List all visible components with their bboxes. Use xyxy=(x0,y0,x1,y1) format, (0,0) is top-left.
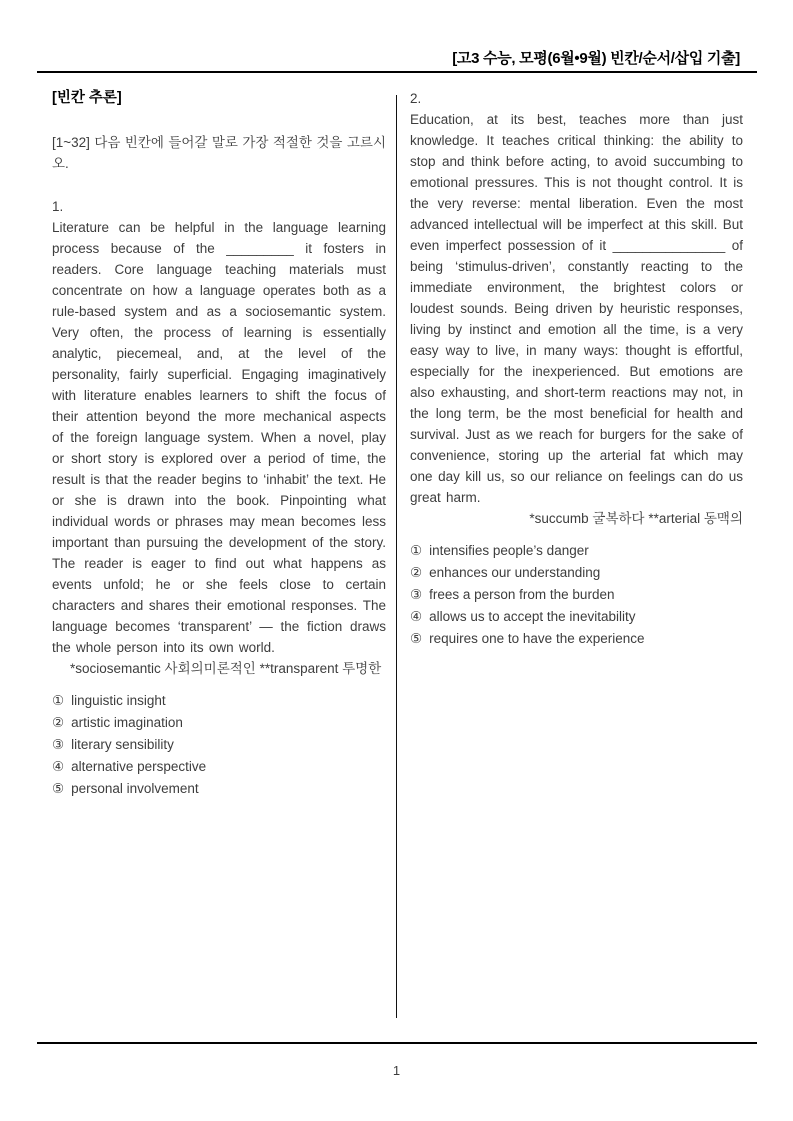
option-1 xyxy=(410,540,743,562)
option-1 xyxy=(52,690,386,712)
option-marker: ② xyxy=(52,715,65,730)
option-label: intensifies people’s danger xyxy=(429,543,589,558)
left-column xyxy=(52,88,386,800)
option-3 xyxy=(410,584,743,606)
option-3 xyxy=(52,734,386,756)
option-2 xyxy=(410,562,743,584)
option-label: alternative perspective xyxy=(71,759,207,774)
option-label: enhances our understanding xyxy=(429,565,601,580)
question-1-footnote: *sociosemantic 사회의미론적인 **transparent 투명한 xyxy=(70,661,382,676)
option-label: artistic imagination xyxy=(71,715,183,730)
option-label: linguistic insight xyxy=(71,693,166,708)
option-marker: ② xyxy=(410,565,423,580)
option-2 xyxy=(52,712,386,734)
column-divider xyxy=(396,95,397,1018)
option-label: frees a person from the burden xyxy=(429,587,615,602)
option-marker: ④ xyxy=(52,759,65,774)
option-marker: ③ xyxy=(410,587,423,602)
header-rule xyxy=(37,71,757,73)
option-marker: ① xyxy=(410,543,423,558)
option-4 xyxy=(410,606,743,628)
question-2-footnote: *succumb 굴복하다 **arterial 동맥의 xyxy=(529,511,743,526)
option-marker: ③ xyxy=(52,737,65,752)
option-label: allows us to accept the inevitability xyxy=(429,609,636,624)
question-2-options xyxy=(410,540,743,650)
question-2-passage: Education, at its best, teaches more than just knowledge. It teaches critical thinking: the ability to stop and think before acting, to avoid succumbing to emotional pressures. This is not thought control. It is the very reverse: mental liberation. Even the most advanced intellectual will be imperfect at this skill. But even imperfect possession of it _______________ of being ‘stimulus-driven’, constantly reacting to the immediate environment, the brightest colors or loudest sounds. Being driven by heuristic responses, living by instinct and emotion all the time, is a very easy way to live, in many ways: thought is effortful, especially for the inexperienced. But emotions are also exhausting, and short-term reactions may not, in the long term, be the most beneficial for health and survival. Just as we reach for burgers for the sake of convenience, storing up the arterial fat which may one day kill us, so our reliance on feelings can do us great harm. xyxy=(410,112,743,505)
option-marker: ⑤ xyxy=(52,781,65,796)
option-marker: ① xyxy=(52,693,65,708)
option-label: literary sensibility xyxy=(71,737,174,752)
option-marker: ⑤ xyxy=(410,631,423,646)
right-column xyxy=(410,88,743,650)
section-title: [빈칸 추론] xyxy=(52,90,122,106)
instructions-text: [1~32] 다음 빈칸에 들어갈 말로 가장 적절한 것을 고르시오. xyxy=(52,135,386,171)
option-4 xyxy=(52,756,386,778)
option-label: personal involvement xyxy=(71,781,199,796)
option-5 xyxy=(52,778,386,800)
header-title: [고3 수능, 모평(6월•9월) 빈칸/순서/삽입 기출] xyxy=(452,50,740,67)
page-number: 1 xyxy=(392,1063,401,1078)
option-marker: ④ xyxy=(410,609,423,624)
option-label: requires one to have the experience xyxy=(429,631,645,646)
option-5 xyxy=(410,628,743,650)
question-1-options xyxy=(52,690,386,800)
question-1-passage: Literature can be helpful in the language learning process because of the _________ it fosters in readers. Core language teaching materials must concentrate on how a language operates both as a rule-based system and as a sociosemantic system. Very often, the process of learning is essentially analytic, piecemeal, and, at the level of the personality, fairly superficial. Engaging imaginatively with literature enables learners to shift the focus of their attention beyond the more mechanical aspects of the foreign language system. When a novel, play or short story is explored over a period of time, the result is that the reader begins to ‘inhabit’ the text. He or she is drawn into the book. Pinpointing what individual words or phrases may mean becomes less important than pursuing the development of the story. The reader is eager to find out what happens as events unfold; he or she feels close to certain characters and shares their emotional responses. The language becomes ‘transparent’ — the fiction draws the whole person into its own world. xyxy=(52,220,386,655)
footer-rule xyxy=(37,1042,757,1044)
question-1-number: 1. xyxy=(52,199,64,214)
question-2-number: 2. xyxy=(410,91,422,106)
